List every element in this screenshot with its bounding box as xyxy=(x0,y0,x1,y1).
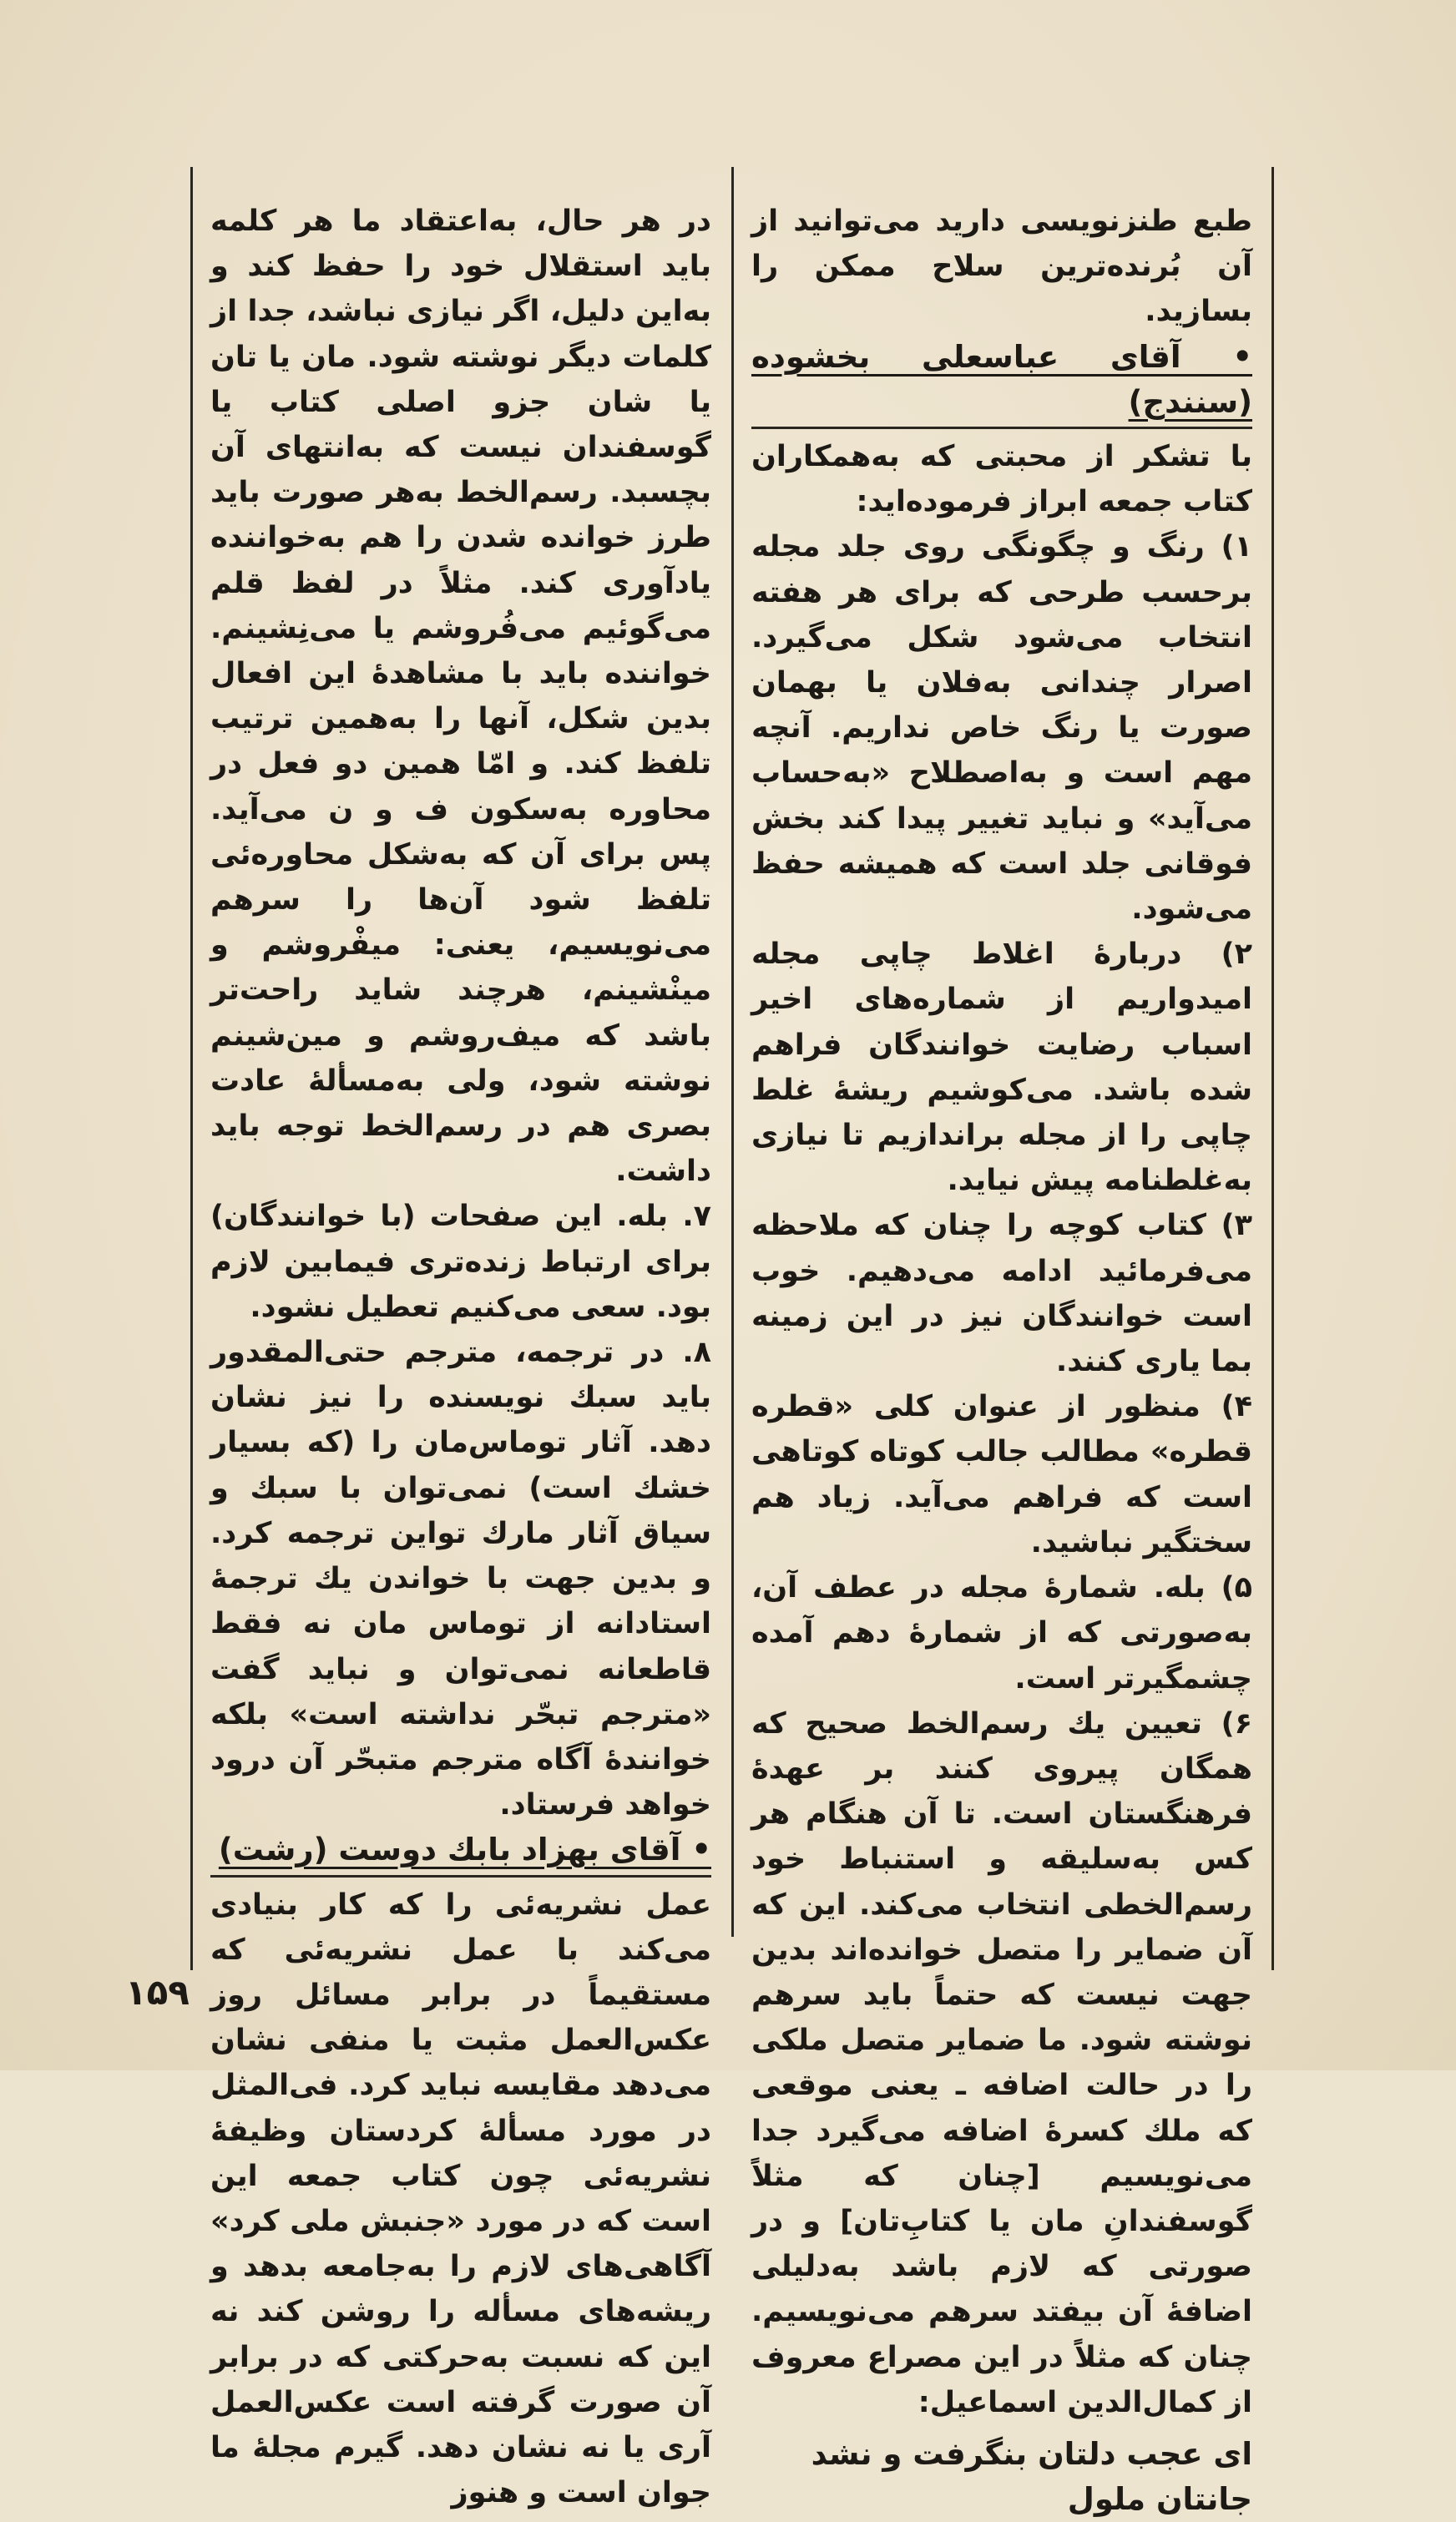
column-divider-rule xyxy=(731,167,734,1937)
reply-item: ۳) کتاب کوچه را چنان که ملاحظه می‌فرمائید ادامه می‌دهیم. خوب است خوانندگان نیز در این زمینه بما یاری کنند. xyxy=(751,1209,1252,1379)
correspondent-heading: • آقای عباسعلی بخشوده (سنندج) xyxy=(751,338,1252,420)
orthography-paragraph: در هر حال، به‌اعتقاد ما هر کلمه باید استقلال خود را حفظ کند و به‌این دلیل، اگر نیازی نباشد، جدا از کلمات دیگر نوشته شود. مان یا تان یا شان جزو اصلی کتاب یا گوسفندان نیست که به‌انتهای آن بچسبد. رسم‌الخط به‌هر صورت باید طرز خوانده شدن را هم به‌خواننده یادآوری کند. مثلاً در لفظ قلم می‌گوئیم می‌فُروشم یا می‌نِشینم. خواننده باید با مشاهدهٔ این افعال بدین شکل، آنها را به‌همین ترتیب تلفظ کند. و امّا همین دو فعل در محاوره به‌سکون ف و ن می‌آید. پس برای آن که به‌شکل محاوره‌ئی تلفظ شود آن‌ها را سرهم می‌نویسیم، یعنی: میفْروشم و مینْشینم، هرچند شاید راحت‌تر باشد که میف‌روشم و مین‌شینم نوشته شود، ولی به‌مسألهٔ عادت بصری هم در رسم‌الخط توجه باید داشت. xyxy=(210,205,711,1189)
right-column xyxy=(751,199,1252,2522)
reply-item: ۶) تعیین یك رسم‌الخط صحیح که همگان پیروی کنند بر عهدهٔ فرهنگستان است. تا آن هنگام هر کس به‌سلیقه و استنباط خود رسم‌الخطی انتخاب می‌کند. این که آن ضمایر را متصل خوانده‌اند بدین جهت نیست که حتماً باید سرهم نوشته شود. ما ضمایر متصل ملکی را در حالت اضافه ـ یعنی موقعی که ملك کسرهٔ اضافه می‌گیرد جدا می‌نویسیم [چنان که مثلاً گوسفندانِ مان یا کتابِ‌تان] و در صورتی که لازم باشد به‌دلیلی اضافهٔ آن بیفتد سرهم می‌نویسیم. چنان که مثلاً در این مصراع معروف از کمال‌الدین اسماعیل: xyxy=(751,1706,1252,2419)
heading-frame xyxy=(751,335,1252,429)
heading-frame xyxy=(210,1827,711,1877)
verse-line: جانتان ملول xyxy=(1067,2481,1252,2518)
right-border-rule xyxy=(1271,167,1274,1970)
reply-item: ۴) منظور از عنوان کلی «قطره قطره» مطالب جالب کوتاه کوتاهی است که فراهم می‌آید. زیاد هم سختگیر نباشید. xyxy=(751,1390,1252,1559)
verse-line: ای عجب دلتان بنگرفت و نشد xyxy=(811,2435,1252,2472)
correspondent-heading: • آقای بهزاد بابك دوست (رشت) xyxy=(218,1832,711,1868)
page-number: ۱۵۹ xyxy=(125,1972,190,2013)
left-column xyxy=(210,199,711,2515)
intro-text: طبع طنزنویسی دارید می‌توانید از آن بُرنده‌ترین سلاح ممکن را بسازید. xyxy=(751,205,1252,329)
reply-paragraph: عمل نشریه‌ئی را که کار بنیادی می‌کند با عمل نشریه‌ئی که مستقیماً در برابر مسائل روز عکس‌العمل مثبت یا منفی نشان می‌دهد مقایسه نباید کرد. فی‌المثل در مورد مسألهٔ کردستان وظیفهٔ نشریه‌ئی چون کتاب جمعه این است که در مورد «جنبش ملی کرد» آگاهی‌های لازم را به‌جامعه بدهد و ریشه‌های مسأله را روشن کند نه این که نسبت به‌حرکتی که در برابر آن صورت گرفته است عکس‌العمل آری یا نه نشان دهد. گیرم مجلهٔ ما جوان است و هنوز xyxy=(210,1888,711,2510)
reply-item: ۸. در ترجمه، مترجم حتی‌المقدور باید سبك نویسنده را نیز نشان دهد. آثار توماس‌مان را (که بسیار خشك است) نمی‌توان با سبك و سیاق آثار مارك تواین ترجمه کرد. و بدین جهت با خواندن یك ترجمهٔ استادانه از توماس مان نه فقط قاطعانه نمی‌توان و نباید گفت «مترجم تبحّر نداشته است» بلکه خوانندهٔ آگاه مترجم متبحّر آن درود خواهد فرستاد. xyxy=(210,1336,711,1822)
reply-item: ۵) بله. شمارهٔ مجله در عطف آن، به‌صورتی که از شمارهٔ دهم آمده چشمگیرتر است. xyxy=(751,1571,1252,1696)
reply-item: ۷. بله. این صفحات (با خوانندگان) برای ارتباط زنده‌تری فیمابین لازم بود. سعی می‌کنیم تعطیل نشود. xyxy=(210,1200,711,1324)
reply-item: ۱) رنگ و چگونگی روی جلد مجله برحسب طرحی که برای هر هفته انتخاب می‌شود شکل می‌گیرد. اصرار چندانی به‌فلان یا بهمان صورت یا رنگ خاص نداریم. آنچه مهم است و به‌اصطلاح «به‌حساب می‌آید» و نباید تغییر پیدا کند بخش فوقانی جلد است که همیشه حفظ می‌شود. xyxy=(751,530,1252,927)
left-border-rule xyxy=(190,167,193,1970)
thanks-text: با تشکر از محبتی که به‌همکاران کتاب جمعه ابراز فرموده‌اید: xyxy=(751,440,1252,519)
reply-item: ۲) دربارهٔ اغلاط چاپی مجله امیدواریم از شماره‌های اخیر اسباب رضایت خوانندگان فراهم شده باشد. می‌کوشیم ریشهٔ غلط چاپی را از مجله براندازیم تا نیازی به‌غلطنامه پیش نیاید. xyxy=(751,938,1252,1198)
